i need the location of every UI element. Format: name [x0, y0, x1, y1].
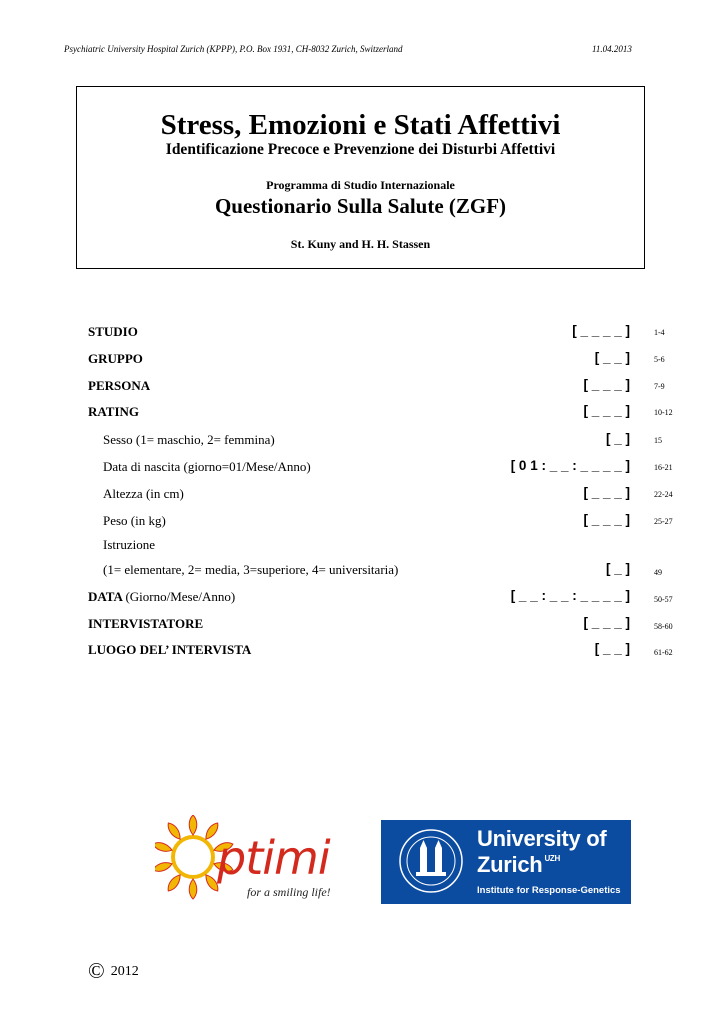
form-row-rating [0, 404, 725, 422]
data-label-text: DATA [88, 589, 123, 604]
rating-columns: 10-12 [654, 408, 673, 417]
intervistatore-columns: 58-60 [654, 622, 673, 631]
istruzione-label: Istruzione [103, 537, 155, 552]
uzh-institute: Institute for Response-Genetics [477, 885, 621, 896]
optimi-tagline: for a smiling life! [247, 885, 331, 899]
copyright [88, 958, 139, 984]
studio-label: STUDIO [88, 324, 138, 339]
istruzione-options-label: (1= elementare, 2= media, 3=superiore, 4= universitaria) [103, 562, 399, 577]
luogo-columns: 61-62 [654, 648, 673, 657]
form-row-sesso [0, 432, 725, 450]
authors: St. Kuny and H. H. Stassen [290, 237, 431, 251]
form-row-istruzione [0, 537, 725, 555]
data-nascita-columns: 16-21 [654, 463, 673, 472]
uzh-name-zurich: Zurich [477, 852, 543, 877]
istruzione-columns: 49 [654, 568, 662, 577]
altezza-field[interactable]: [ _ _ _ ] [583, 485, 630, 500]
program-name: Programma di Studio Internazionale [266, 178, 455, 192]
persona-columns: 7-9 [654, 382, 665, 391]
peso-field[interactable]: [ _ _ _ ] [583, 512, 630, 527]
gruppo-field[interactable]: [ _ _ ] [594, 350, 630, 365]
studio-columns: 1-4 [654, 328, 665, 337]
data-field[interactable]: [ _ _ : _ _ : _ _ _ _ ] [510, 588, 630, 603]
peso-label: Peso (in kg) [103, 513, 166, 528]
altezza-label: Altezza (in cm) [103, 486, 184, 501]
uzh-seal-icon [398, 828, 464, 894]
form-row-persona [0, 378, 725, 396]
form-row-istruzione-options [0, 562, 725, 580]
optimi-logo [155, 815, 360, 910]
form-row-altezza [0, 486, 725, 504]
intervistatore-label: INTERVISTATORE [88, 616, 204, 631]
copyright-symbol: © [88, 958, 105, 983]
luogo-label: LUOGO DEL’ INTERVISTA [88, 642, 252, 657]
logos [155, 815, 635, 910]
questionnaire-name: Questionario Sulla Salute (ZGF) [214, 194, 507, 218]
title-box [76, 86, 645, 269]
data-nascita-label: Data di nascita (giorno=01/Mese/Anno) [103, 459, 311, 474]
document-subtitle: Identificazione Precoce e Prevenzione dei Disturbi Affettivi [165, 141, 556, 158]
data-label [88, 589, 235, 605]
peso-columns: 25-27 [654, 517, 673, 526]
persona-field[interactable]: [ _ _ _ ] [583, 377, 630, 392]
gruppo-label: GRUPPO [88, 351, 143, 366]
altezza-columns: 22-24 [654, 490, 673, 499]
rating-label: RATING [88, 404, 140, 419]
sesso-field[interactable]: [ _ ] [605, 431, 630, 446]
form-row-intervistatore [0, 616, 725, 634]
sesso-label: Sesso (1= maschio, 2= femmina) [103, 432, 275, 447]
studio-field[interactable]: [ _ _ _ _ ] [572, 323, 630, 338]
uzh-name-line2 [477, 852, 560, 878]
form-row-studio [0, 324, 725, 342]
data-nascita-field[interactable]: [ 0 1 : _ _ : _ _ _ _ ] [510, 458, 630, 473]
form-row-data [0, 589, 725, 607]
form-row-peso [0, 513, 725, 531]
header-address: Psychiatric University Hospital Zurich (KPPP), P.O. Box 1931, CH-8032 Zurich, Switzerland [64, 44, 403, 54]
rating-field[interactable]: [ _ _ _ ] [583, 403, 630, 418]
uzh-logo [381, 820, 631, 904]
gruppo-columns: 5-6 [654, 355, 665, 364]
copyright-year: 2012 [110, 964, 139, 979]
data-columns: 50-57 [654, 595, 673, 604]
luogo-field[interactable]: [ _ _ ] [594, 641, 630, 656]
form-row-gruppo [0, 351, 725, 369]
optimi-wordmark: ptimi [217, 831, 330, 885]
uzh-superscript: UZH [544, 854, 560, 863]
data-label-format: (Giorno/Mese/Anno) [125, 589, 236, 604]
document-title: Stress, Emozioni e Stati Affettivi [160, 109, 561, 141]
form-row-data-nascita [0, 459, 725, 477]
form-row-luogo [0, 642, 725, 660]
intervistatore-field[interactable]: [ _ _ _ ] [583, 615, 630, 630]
sesso-columns: 15 [654, 436, 662, 445]
header-date: 11.04.2013 [592, 44, 632, 54]
persona-label: PERSONA [88, 378, 151, 393]
uzh-name-line1: University of [477, 826, 607, 851]
istruzione-field[interactable]: [ _ ] [605, 561, 630, 576]
